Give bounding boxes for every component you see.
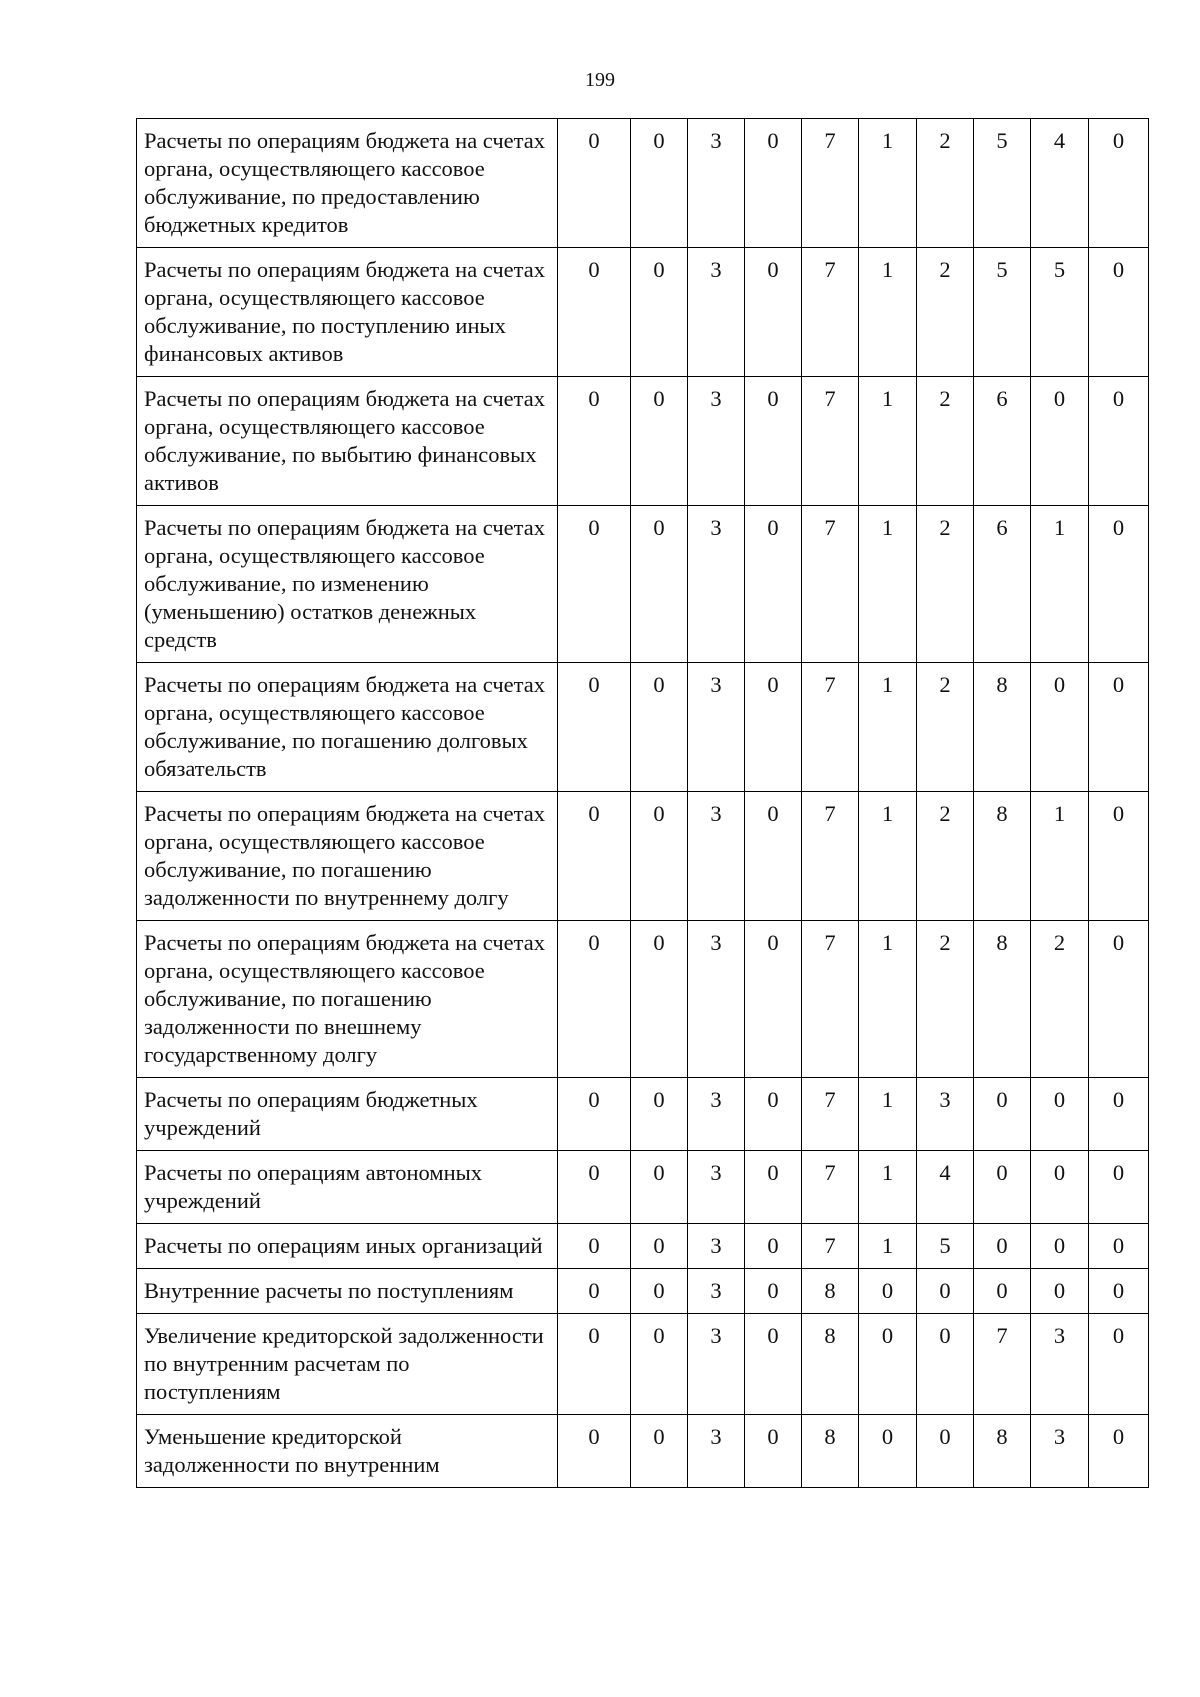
- code-digit: 7: [802, 792, 859, 921]
- code-digit: 0: [558, 663, 631, 792]
- code-digit: 8: [974, 663, 1031, 792]
- code-digit: 7: [802, 1224, 859, 1269]
- account-description: Расчеты по операциям бюджета на счетах органа, осуществляющего кассовое обслуживание, по поступлению иных финансовых активов: [137, 248, 558, 377]
- code-digit: 0: [558, 1314, 631, 1415]
- code-digit: 0: [745, 377, 802, 506]
- code-digit: 0: [631, 1224, 688, 1269]
- code-digit: 2: [917, 248, 974, 377]
- code-digit: 0: [1031, 1269, 1089, 1314]
- code-digit: 0: [1089, 663, 1149, 792]
- code-digit: 3: [688, 792, 745, 921]
- code-digit: 4: [1031, 119, 1089, 248]
- code-digit: 8: [802, 1314, 859, 1415]
- code-digit: 7: [802, 248, 859, 377]
- account-description: Расчеты по операциям бюджетных учреждений: [137, 1078, 558, 1151]
- code-digit: 0: [631, 1314, 688, 1415]
- code-digit: 0: [558, 506, 631, 663]
- code-digit: 0: [974, 1269, 1031, 1314]
- code-digit: 8: [802, 1415, 859, 1488]
- code-digit: 0: [631, 1078, 688, 1151]
- code-digit: 3: [917, 1078, 974, 1151]
- code-digit: 0: [745, 1415, 802, 1488]
- code-digit: 0: [631, 663, 688, 792]
- table-row: [137, 1151, 1149, 1224]
- code-digit: 0: [558, 1269, 631, 1314]
- code-digit: 0: [558, 119, 631, 248]
- code-digit: 1: [859, 921, 917, 1078]
- code-digit: 3: [1031, 1415, 1089, 1488]
- code-digit: 0: [859, 1269, 917, 1314]
- code-digit: 0: [745, 1151, 802, 1224]
- table-row: [137, 1415, 1149, 1488]
- code-digit: 3: [688, 921, 745, 1078]
- code-digit: 1: [859, 506, 917, 663]
- code-digit: 0: [745, 1224, 802, 1269]
- code-digit: 0: [1089, 1078, 1149, 1151]
- table-row: [137, 377, 1149, 506]
- code-digit: 0: [974, 1224, 1031, 1269]
- code-digit: 8: [802, 1269, 859, 1314]
- table-row: [137, 1269, 1149, 1314]
- code-digit: 3: [688, 1415, 745, 1488]
- code-digit: 0: [631, 1269, 688, 1314]
- code-digit: 7: [802, 921, 859, 1078]
- code-digit: 3: [688, 248, 745, 377]
- code-digit: 0: [1031, 663, 1089, 792]
- code-digit: 1: [859, 1224, 917, 1269]
- code-digit: 0: [745, 1314, 802, 1415]
- code-digit: 0: [917, 1314, 974, 1415]
- account-description: Расчеты по операциям бюджета на счетах органа, осуществляющего кассовое обслуживание, по погашению задолженности по внутреннему долгу: [137, 792, 558, 921]
- account-description: Расчеты по операциям бюджета на счетах органа, осуществляющего кассовое обслуживание, по погашению долговых обязательств: [137, 663, 558, 792]
- code-digit: 0: [631, 248, 688, 377]
- code-digit: 0: [1031, 1224, 1089, 1269]
- code-digit: 0: [558, 248, 631, 377]
- code-digit: 3: [1031, 1314, 1089, 1415]
- code-digit: 5: [917, 1224, 974, 1269]
- table-body: [137, 119, 1149, 1488]
- code-digit: 3: [688, 1314, 745, 1415]
- table-row: [137, 921, 1149, 1078]
- code-digit: 2: [917, 377, 974, 506]
- code-digit: 0: [631, 792, 688, 921]
- code-digit: 1: [859, 663, 917, 792]
- code-digit: 7: [802, 663, 859, 792]
- account-description: Расчеты по операциям бюджета на счетах органа, осуществляющего кассовое обслуживание, по предоставлению бюджетных кредитов: [137, 119, 558, 248]
- code-digit: 2: [917, 663, 974, 792]
- code-digit: 6: [974, 377, 1031, 506]
- code-digit: 4: [917, 1151, 974, 1224]
- code-digit: 0: [745, 506, 802, 663]
- code-digit: 0: [1089, 119, 1149, 248]
- code-digit: 2: [917, 921, 974, 1078]
- code-digit: 0: [631, 921, 688, 1078]
- code-digit: 2: [917, 792, 974, 921]
- code-digit: 0: [745, 1269, 802, 1314]
- code-digit: 0: [1089, 506, 1149, 663]
- code-digit: 0: [1031, 1078, 1089, 1151]
- table-row: [137, 1314, 1149, 1415]
- code-digit: 0: [859, 1415, 917, 1488]
- code-digit: 1: [859, 119, 917, 248]
- account-description: Внутренние расчеты по поступлениям: [137, 1269, 558, 1314]
- code-digit: 3: [688, 1151, 745, 1224]
- code-digit: 0: [745, 1078, 802, 1151]
- code-digit: 2: [917, 506, 974, 663]
- code-digit: 1: [1031, 792, 1089, 921]
- account-description: Уменьшение кредиторской задолженности по внутренним: [137, 1415, 558, 1488]
- code-digit: 1: [859, 792, 917, 921]
- code-digit: 0: [1089, 377, 1149, 506]
- code-digit: 0: [1089, 1269, 1149, 1314]
- code-digit: 0: [558, 1224, 631, 1269]
- code-digit: 0: [1089, 1151, 1149, 1224]
- code-digit: 7: [802, 1151, 859, 1224]
- code-digit: 1: [859, 377, 917, 506]
- code-digit: 0: [745, 921, 802, 1078]
- code-digit: 0: [859, 1314, 917, 1415]
- account-description: Расчеты по операциям бюджета на счетах органа, осуществляющего кассовое обслуживание, по выбытию финансовых активов: [137, 377, 558, 506]
- code-digit: 1: [859, 1078, 917, 1151]
- code-digit: 0: [745, 792, 802, 921]
- code-digit: 3: [688, 119, 745, 248]
- code-digit: 0: [1089, 792, 1149, 921]
- code-digit: 0: [558, 921, 631, 1078]
- code-digit: 0: [1031, 377, 1089, 506]
- code-digit: 7: [802, 506, 859, 663]
- account-codes-table: [136, 118, 1149, 1488]
- account-description: Увеличение кредиторской задолженности по внутренним расчетам по поступлениям: [137, 1314, 558, 1415]
- code-digit: 0: [1031, 1151, 1089, 1224]
- page-number: 199: [585, 69, 615, 91]
- code-digit: 3: [688, 1269, 745, 1314]
- code-digit: 8: [974, 1415, 1031, 1488]
- code-digit: 5: [974, 119, 1031, 248]
- code-digit: 0: [917, 1415, 974, 1488]
- code-digit: 3: [688, 506, 745, 663]
- code-digit: 7: [802, 119, 859, 248]
- code-digit: 3: [688, 1224, 745, 1269]
- code-digit: 5: [974, 248, 1031, 377]
- code-digit: 7: [974, 1314, 1031, 1415]
- code-digit: 2: [1031, 921, 1089, 1078]
- code-digit: 0: [558, 377, 631, 506]
- code-digit: 0: [1089, 1314, 1149, 1415]
- account-description: Расчеты по операциям иных организаций: [137, 1224, 558, 1269]
- code-digit: 7: [802, 1078, 859, 1151]
- table-row: [137, 1224, 1149, 1269]
- code-digit: 0: [631, 1415, 688, 1488]
- code-digit: 0: [631, 119, 688, 248]
- account-description: Расчеты по операциям бюджета на счетах органа, осуществляющего кассовое обслуживание, по погашению задолженности по внешнему государственному долгу: [137, 921, 558, 1078]
- code-digit: 0: [745, 663, 802, 792]
- code-digit: 0: [558, 1415, 631, 1488]
- code-digit: 0: [1089, 248, 1149, 377]
- code-digit: 0: [631, 377, 688, 506]
- code-digit: 0: [917, 1269, 974, 1314]
- account-description: Расчеты по операциям автономных учреждений: [137, 1151, 558, 1224]
- table-row: [137, 1078, 1149, 1151]
- code-digit: 0: [631, 1151, 688, 1224]
- code-digit: 1: [859, 248, 917, 377]
- code-digit: 0: [631, 506, 688, 663]
- code-digit: 5: [1031, 248, 1089, 377]
- code-digit: 1: [1031, 506, 1089, 663]
- code-digit: 0: [745, 119, 802, 248]
- code-digit: 0: [558, 1151, 631, 1224]
- code-digit: 0: [1089, 921, 1149, 1078]
- code-digit: 0: [558, 792, 631, 921]
- code-digit: 6: [974, 506, 1031, 663]
- table-row: [137, 792, 1149, 921]
- code-digit: 0: [974, 1151, 1031, 1224]
- code-digit: 8: [974, 792, 1031, 921]
- code-digit: 1: [859, 1151, 917, 1224]
- table-row: [137, 248, 1149, 377]
- code-digit: 3: [688, 1078, 745, 1151]
- code-digit: 0: [1089, 1224, 1149, 1269]
- code-digit: 0: [745, 248, 802, 377]
- table-row: [137, 119, 1149, 248]
- code-digit: 8: [974, 921, 1031, 1078]
- code-digit: 7: [802, 377, 859, 506]
- code-digit: 0: [558, 1078, 631, 1151]
- account-description: Расчеты по операциям бюджета на счетах органа, осуществляющего кассовое обслуживание, по изменению (уменьшению) остатков денежных средств: [137, 506, 558, 663]
- code-digit: 0: [1089, 1415, 1149, 1488]
- code-digit: 0: [974, 1078, 1031, 1151]
- code-digit: 2: [917, 119, 974, 248]
- code-digit: 3: [688, 377, 745, 506]
- table-row: [137, 506, 1149, 663]
- table-row: [137, 663, 1149, 792]
- code-digit: 3: [688, 663, 745, 792]
